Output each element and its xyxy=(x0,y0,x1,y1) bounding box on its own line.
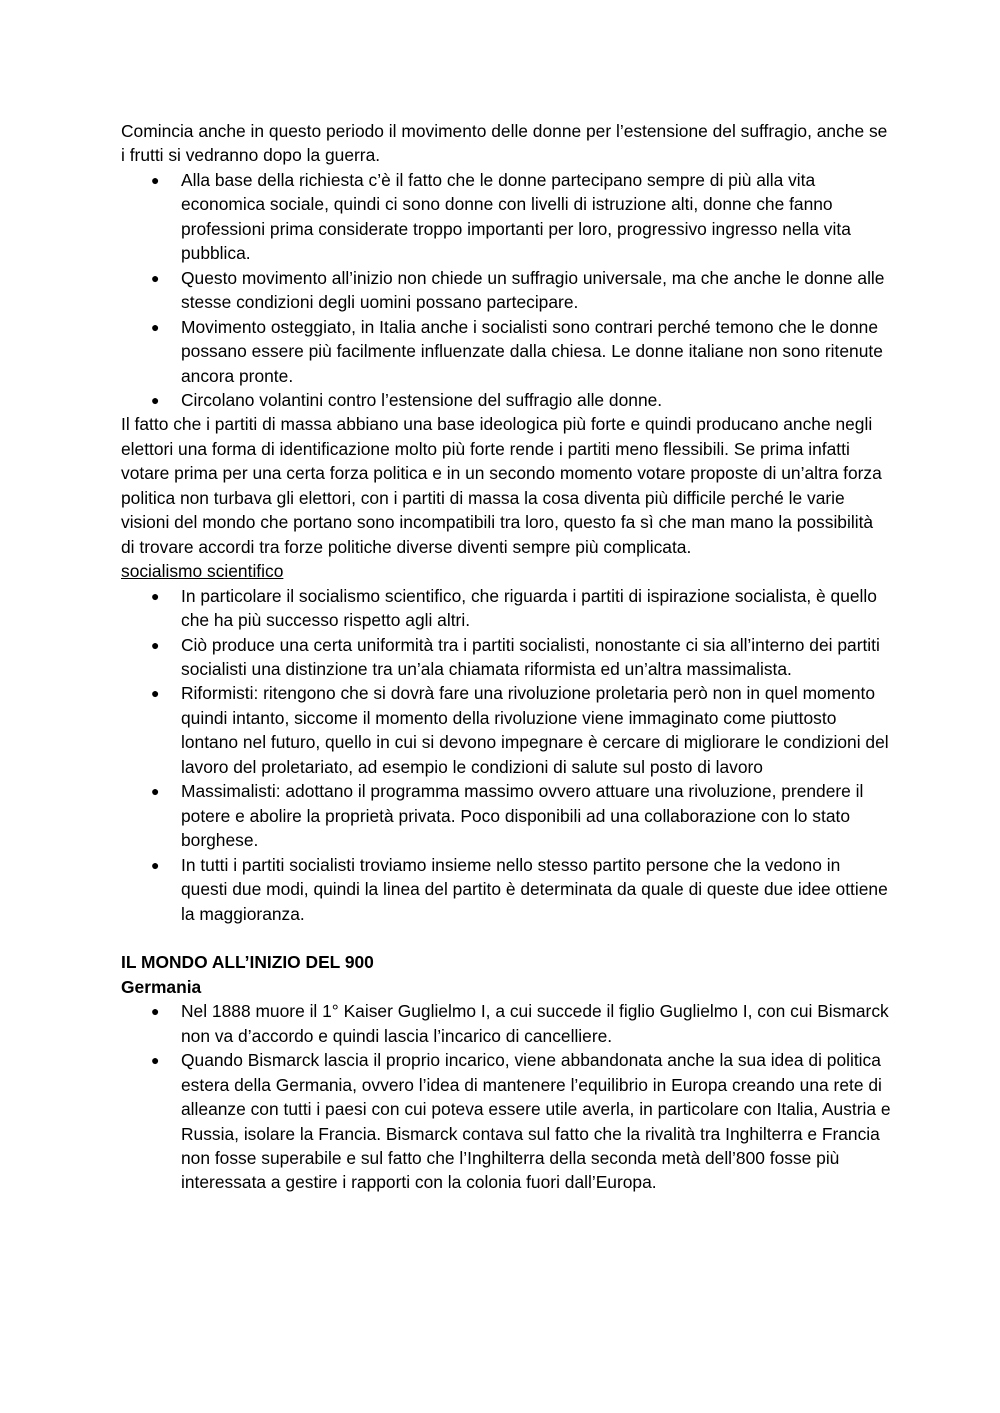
spacer xyxy=(121,926,891,950)
list-item-text: Riformisti: ritengono che si dovrà fare una rivoluzione proletaria però non in quel momento quindi intanto, siccome il momento della rivoluzione viene immaginato come piuttosto lontano nel futuro, quello in cui si devono impegnare è cercare di migliorare le condizioni del lavoro del proletariato, ad esempio le condizioni di salute sul posto di lavoro xyxy=(181,683,889,777)
bullet-icon: ● xyxy=(151,1003,160,1020)
bullet-icon: ● xyxy=(151,171,160,188)
list-item xyxy=(121,681,891,779)
bullet-icon: ● xyxy=(151,391,160,408)
mass-parties-paragraph: Il fatto che i partiti di massa abbiano una base ideologica più forte e quindi producano anche negli elettori una forma di identificazione molto più forte rende i partiti meno flessibili. Se prima infatti votare prima per una certa forza politica e in un secondo momento votare proposte di un’altra forza politica non turbava gli elettori, con i partiti di massa la cosa diventa più difficile perché le varie visioni del mondo che portano sono incompatibili tra loro, questo fa sì che man mano la possibilità di trovare accordi tra forze politiche diverse diventi sempre più complicata. xyxy=(121,414,882,557)
list-item-text: Massimalisti: adottano il programma massimo ovvero attuare una rivoluzione, prendere il potere e abolire la proprietà privata. Poco disponibili ad una collaborazione con lo stato borghese. xyxy=(181,781,864,851)
list-item-text: In particolare il socialismo scientifico, che riguarda i partiti di ispirazione socialista, è quello che ha più successo rispetto agli altri. xyxy=(181,585,877,631)
list-item xyxy=(121,999,891,1048)
list-item xyxy=(121,168,891,266)
bullet-icon: ● xyxy=(151,318,160,335)
bullet-icon: ● xyxy=(151,1052,160,1069)
list-item-text: Nel 1888 muore il 1° Kaiser Guglielmo I, a cui succede il figlio Guglielmo I, con cui Bismarck non va d’accordo e quindi lascia l’incarico di cancelliere. xyxy=(181,1001,889,1046)
intro-paragraph: Comincia anche in questo periodo il movimento delle donne per l’estensione del suffragio, anche se i frutti si vedranno dopo la guerra. xyxy=(121,121,888,166)
list-item-text: Circolano volantini contro l’estensione del suffragio alle donne. xyxy=(181,389,663,410)
bullet-icon: ● xyxy=(151,856,160,873)
list-item-text: Quando Bismarck lascia il proprio incarico, viene abbandonata anche la sua idea di politica estera della Germania, ovvero l’idea di mantenere l’equilibrio in Europa creando una rete di alleanze con tutti i paesi con cui poteva essere utile averla, in particolare con Italia, Austria e Russia, isolare la Francia. Bismarck contava sul fatto che la rivalità tra Inghilterra e Francia non fosse superabile e sul fatto che l’Inghilterra della seconda metà dell’800 fosse più interessata a gestire i rapporti con la colonia fuori dall’Europa. xyxy=(181,1050,891,1193)
bullet-icon: ● xyxy=(151,783,160,800)
list-item xyxy=(121,779,891,852)
list-item xyxy=(121,266,891,315)
document-body xyxy=(121,119,891,1195)
list-item xyxy=(121,853,891,926)
section-heading: IL MONDO ALL’INIZIO DEL 900 xyxy=(121,952,374,973)
list-item-text: Ciò produce una certa uniformità tra i partiti socialisti, nonostante ci sia all’interno dei partiti socialisti una distinzione tra un’ala chiamata riformista ed un’altra massimalista. xyxy=(181,634,880,679)
list-item xyxy=(121,1048,891,1195)
bullet-list-germany xyxy=(121,999,891,1195)
subheading-socialismo: socialismo scientifico xyxy=(121,561,284,582)
bullet-list-socialism xyxy=(121,584,891,926)
bullet-list-suffrage xyxy=(121,168,891,413)
bullet-icon: ● xyxy=(151,269,160,286)
list-item xyxy=(121,388,891,412)
bullet-icon: ● xyxy=(151,636,160,653)
subheading-germania: Germania xyxy=(121,976,202,997)
bullet-icon: ● xyxy=(151,587,160,604)
list-item xyxy=(121,633,891,682)
list-item-text: Alla base della richiesta c’è il fatto che le donne partecipano sempre di più alla vita economica sociale, quindi ci sono donne con livelli di istruzione alti, donne che fanno professioni prima considerate troppo importanti per loro, progressivo ingresso nella vita pubblica. xyxy=(181,169,851,264)
list-item-text: Movimento osteggiato, in Italia anche i socialisti sono contrari perché temono che le donne possano essere più facilmente influenzate dalla chiesa. Le donne italiane non sono ritenute ancora pronte. xyxy=(181,316,883,386)
list-item-text: Questo movimento all’inizio non chiede un suffragio universale, ma che anche le donne alle stesse condizioni degli uomini possano partecipare. xyxy=(181,267,885,313)
list-item xyxy=(121,315,891,388)
list-item xyxy=(121,584,891,633)
list-item-text: In tutti i partiti socialisti troviamo insieme nello stesso partito persone che la vedono in questi due modi, quindi la linea del partito è determinata da quale di queste due idee ottiene la maggioranza. xyxy=(181,854,888,924)
bullet-icon: ● xyxy=(151,685,160,702)
